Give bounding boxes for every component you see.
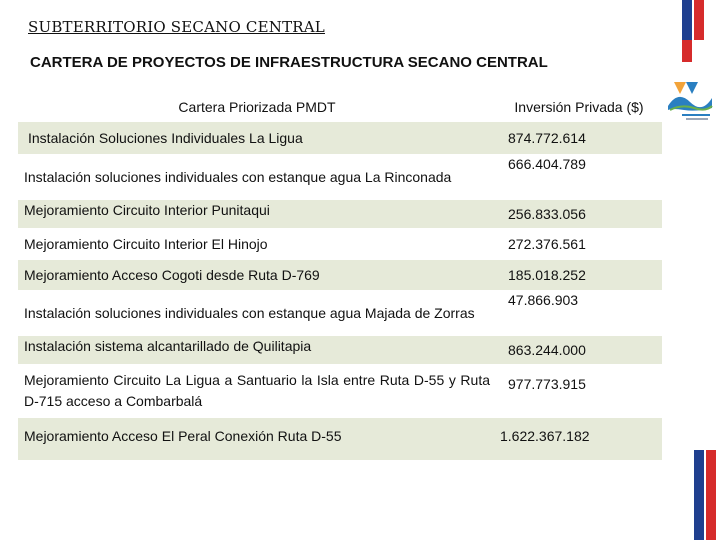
table-row (18, 260, 662, 290)
projects-table (18, 92, 662, 460)
table-row (18, 122, 662, 154)
table-header-row (18, 92, 662, 122)
table-row (18, 228, 662, 260)
region-logo-icon (664, 76, 716, 124)
investment-value: 666.404.789 (508, 156, 586, 172)
table-row (18, 364, 662, 418)
investment-value: 874.772.614 (496, 122, 662, 154)
project-name: Mejoramiento Acceso Cogoti desde Ruta D-769 (18, 260, 496, 290)
table-row (18, 154, 662, 200)
project-name: Instalación sistema alcantarillado de Quilitapia (18, 336, 496, 364)
project-name: Mejoramiento Circuito La Ligua a Santuario la Isla entre Ruta D-55 y Ruta D-715 acceso a Combarbalá (24, 372, 490, 409)
investment-value: 47.866.903 (508, 292, 579, 308)
table-row (18, 336, 662, 364)
project-name: Mejoramiento Acceso El Peral Conexión Ruta D-55 (18, 418, 496, 460)
table-row (18, 200, 662, 228)
project-name: Instalación Soluciones Individuales La Ligua (18, 122, 496, 154)
table-row (18, 418, 662, 460)
investment-value: 272.376.561 (508, 235, 586, 252)
column-header-project: Cartera Priorizada PMDT (178, 99, 336, 115)
investment-value: 1.622.367.182 (496, 418, 662, 460)
investment-value: 863.244.000 (496, 336, 662, 364)
investment-value: 256.833.056 (496, 200, 662, 228)
investment-value: 977.773.915 (508, 376, 586, 392)
project-name: Instalación soluciones individuales con estanque agua La Rinconada (24, 168, 452, 185)
project-name: Mejoramiento Circuito Interior Punitaqui (18, 200, 496, 228)
investment-value: 185.018.252 (496, 260, 662, 290)
page-title: CARTERA DE PROYECTOS DE INFRAESTRUCTURA SECANO CENTRAL (30, 54, 548, 71)
table-row (18, 290, 662, 336)
project-name: Mejoramiento Circuito Interior El Hinojo (24, 235, 268, 252)
project-name: Instalación soluciones individuales con estanque agua Majada de Zorras (24, 304, 475, 321)
page-subtitle: SUBTERRITORIO SECANO CENTRAL (28, 18, 325, 36)
column-header-investment: Inversión Privada ($) (514, 99, 644, 115)
